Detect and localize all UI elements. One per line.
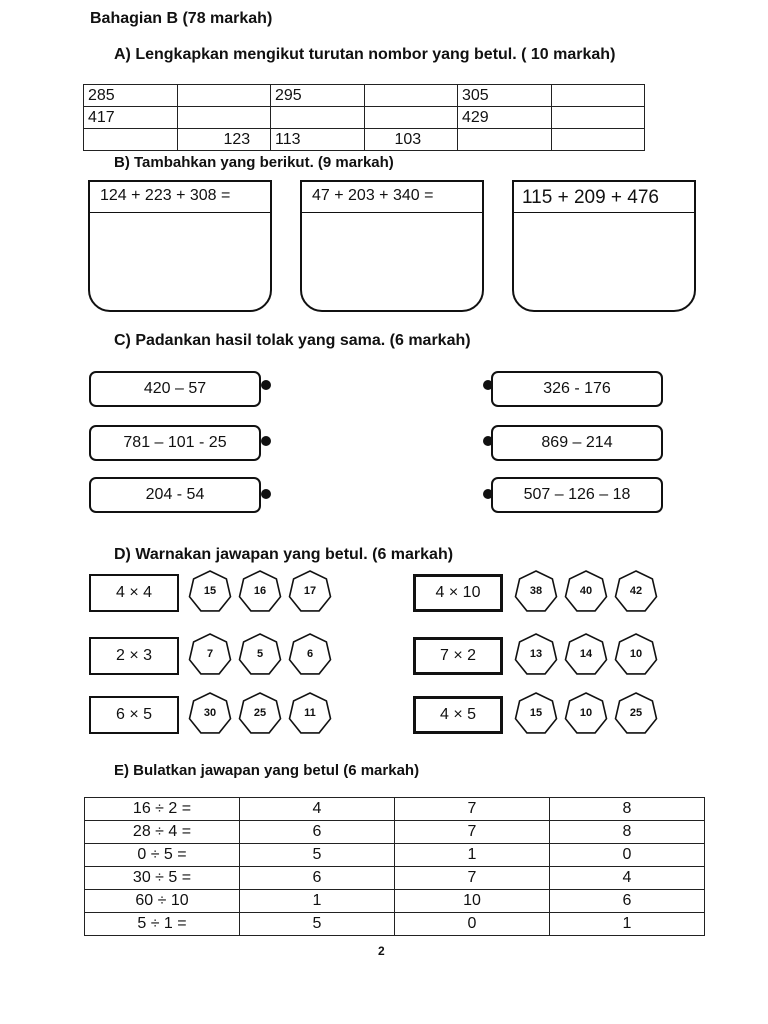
table-cell[interactable]: 295 xyxy=(271,85,365,107)
multiplication-expression: 6 × 5 xyxy=(115,706,153,723)
match-left-box[interactable] xyxy=(89,371,261,407)
match-expression: 507 – 126 – 18 xyxy=(523,486,631,503)
heptagon-value: 15 xyxy=(529,707,543,719)
multiplication-question xyxy=(89,574,179,612)
section-b-heading: B) Tambahkan yang berikut. (9 markah) xyxy=(114,154,394,171)
page-title: Bahagian B (78 markah) xyxy=(90,10,273,27)
table-row xyxy=(85,798,705,821)
table-cell[interactable]: 305 xyxy=(458,85,552,107)
match-expression: 420 – 57 xyxy=(143,380,207,397)
table-cell[interactable]: 285 xyxy=(84,85,178,107)
answer-option[interactable]: 1 xyxy=(395,844,550,867)
heptagon-value: 17 xyxy=(303,585,317,597)
answer-option[interactable]: 0 xyxy=(550,844,705,867)
heptagon-value: 38 xyxy=(529,585,543,597)
match-left-box[interactable] xyxy=(89,477,261,513)
answer-option[interactable]: 7 xyxy=(395,867,550,890)
multiplication-expression: 7 × 2 xyxy=(439,647,477,664)
answer-option[interactable]: 6 xyxy=(240,821,395,844)
table-cell[interactable]: 103 xyxy=(364,129,458,151)
heptagon-answer-option[interactable] xyxy=(188,632,232,676)
division-table xyxy=(84,797,705,936)
heptagon-value: 10 xyxy=(629,648,643,660)
table-cell[interactable] xyxy=(551,85,645,107)
table-row xyxy=(85,821,705,844)
heptagon-value: 11 xyxy=(304,707,316,719)
multiplication-expression: 4 × 5 xyxy=(439,706,477,723)
page-number: 2 xyxy=(378,944,385,958)
table-cell[interactable] xyxy=(551,107,645,129)
table-row xyxy=(84,85,645,107)
answer-option[interactable]: 5 xyxy=(240,844,395,867)
heptagon-value: 10 xyxy=(579,707,593,719)
heptagon-value: 42 xyxy=(629,585,643,597)
answer-option[interactable]: 4 xyxy=(240,798,395,821)
table-cell[interactable] xyxy=(177,107,271,129)
table-row xyxy=(85,867,705,890)
heptagon-value: 7 xyxy=(206,648,214,660)
division-question: 16 ÷ 2 = xyxy=(85,798,240,821)
multiplication-question xyxy=(89,637,179,675)
table-cell[interactable]: 123 xyxy=(177,129,271,151)
heptagon-value: 6 xyxy=(306,648,314,660)
match-right-box[interactable] xyxy=(491,425,663,461)
multiplication-question xyxy=(413,696,503,734)
heptagon-value: 30 xyxy=(203,707,217,719)
answer-option[interactable]: 6 xyxy=(240,867,395,890)
addition-question: 115 + 209 + 476 xyxy=(514,182,694,213)
addition-question: 47 + 203 + 340 = xyxy=(302,182,482,213)
match-dot[interactable] xyxy=(261,436,271,446)
multiplication-expression: 4 × 10 xyxy=(435,584,481,601)
heptagon-answer-option[interactable] xyxy=(614,632,658,676)
answer-option[interactable]: 4 xyxy=(550,867,705,890)
match-expression: 326 - 176 xyxy=(543,380,611,397)
answer-option[interactable]: 10 xyxy=(395,890,550,913)
division-question: 0 ÷ 5 = xyxy=(85,844,240,867)
sequence-table xyxy=(83,84,645,151)
heptagon-answer-option[interactable] xyxy=(188,569,232,613)
answer-option[interactable]: 6 xyxy=(550,890,705,913)
addition-box[interactable] xyxy=(300,180,484,312)
heptagon-value: 40 xyxy=(579,585,593,597)
multiplication-question xyxy=(89,696,179,734)
heptagon-value: 13 xyxy=(529,648,543,660)
table-row xyxy=(84,107,645,129)
heptagon-answer-option[interactable] xyxy=(238,569,282,613)
heptagon-answer-option[interactable] xyxy=(514,632,558,676)
multiplication-expression: 4 × 4 xyxy=(115,584,153,601)
answer-option[interactable]: 8 xyxy=(550,821,705,844)
heptagon-value: 16 xyxy=(253,585,267,597)
table-cell[interactable]: 429 xyxy=(458,107,552,129)
heptagon-answer-option[interactable] xyxy=(614,691,658,735)
table-row xyxy=(85,890,705,913)
match-expression: 204 - 54 xyxy=(145,486,205,503)
division-question: 28 ÷ 4 = xyxy=(85,821,240,844)
answer-option[interactable]: 7 xyxy=(395,798,550,821)
heptagon-answer-option[interactable] xyxy=(564,632,608,676)
answer-option[interactable]: 5 xyxy=(240,913,395,936)
heptagon-answer-option[interactable] xyxy=(238,691,282,735)
division-question: 60 ÷ 10 xyxy=(85,890,240,913)
table-cell[interactable] xyxy=(84,129,178,151)
heptagon-answer-option[interactable] xyxy=(614,569,658,613)
heptagon-answer-option[interactable] xyxy=(238,632,282,676)
table-row xyxy=(85,844,705,867)
heptagon-value: 14 xyxy=(579,648,593,660)
heptagon-answer-option[interactable] xyxy=(288,632,332,676)
table-cell[interactable] xyxy=(177,85,271,107)
match-dot[interactable] xyxy=(261,489,271,499)
section-d-heading: D) Warnakan jawapan yang betul. (6 markah) xyxy=(114,546,454,563)
heptagon-value: 25 xyxy=(629,707,643,719)
multiplication-question xyxy=(413,574,503,612)
table-cell[interactable]: 417 xyxy=(84,107,178,129)
table-cell[interactable] xyxy=(271,107,365,129)
section-e-heading: E) Bulatkan jawapan yang betul (6 markah) xyxy=(114,762,420,779)
answer-option[interactable]: 7 xyxy=(395,821,550,844)
answer-option[interactable]: 1 xyxy=(240,890,395,913)
section-a-heading: A) Lengkapkan mengikut turutan nombor yang betul. ( 10 markah) xyxy=(114,46,616,63)
match-left-box[interactable] xyxy=(89,425,261,461)
table-cell[interactable] xyxy=(364,85,458,107)
heptagon-answer-option[interactable] xyxy=(514,569,558,613)
table-row xyxy=(85,913,705,936)
table-cell[interactable] xyxy=(364,107,458,129)
heptagon-value: 15 xyxy=(203,585,217,597)
addition-question: 124 + 223 + 308 = xyxy=(90,182,270,213)
table-row xyxy=(84,129,645,151)
match-expression: 781 – 101 - 25 xyxy=(123,434,227,451)
match-dot[interactable] xyxy=(261,380,271,390)
addition-box[interactable] xyxy=(88,180,272,312)
match-expression: 869 – 214 xyxy=(541,434,613,451)
division-question: 30 ÷ 5 = xyxy=(85,867,240,890)
heptagon-answer-option[interactable] xyxy=(288,691,332,735)
table-cell[interactable] xyxy=(458,129,552,151)
multiplication-expression: 2 × 3 xyxy=(115,647,153,664)
heptagon-answer-option[interactable] xyxy=(514,691,558,735)
match-right-box[interactable] xyxy=(491,371,663,407)
multiplication-question xyxy=(413,637,503,675)
addition-box[interactable] xyxy=(512,180,696,312)
table-cell[interactable]: 113 xyxy=(271,129,365,151)
heptagon-answer-option[interactable] xyxy=(564,569,608,613)
heptagon-value: 5 xyxy=(256,648,264,660)
table-cell[interactable] xyxy=(551,129,645,151)
section-c-heading: C) Padankan hasil tolak yang sama. (6 markah) xyxy=(114,332,471,349)
division-question: 5 ÷ 1 = xyxy=(85,913,240,936)
heptagon-answer-option[interactable] xyxy=(188,691,232,735)
answer-option[interactable]: 1 xyxy=(550,913,705,936)
heptagon-value: 25 xyxy=(253,707,267,719)
answer-option[interactable]: 0 xyxy=(395,913,550,936)
answer-option[interactable]: 8 xyxy=(550,798,705,821)
heptagon-answer-option[interactable] xyxy=(288,569,332,613)
heptagon-answer-option[interactable] xyxy=(564,691,608,735)
match-right-box[interactable] xyxy=(491,477,663,513)
